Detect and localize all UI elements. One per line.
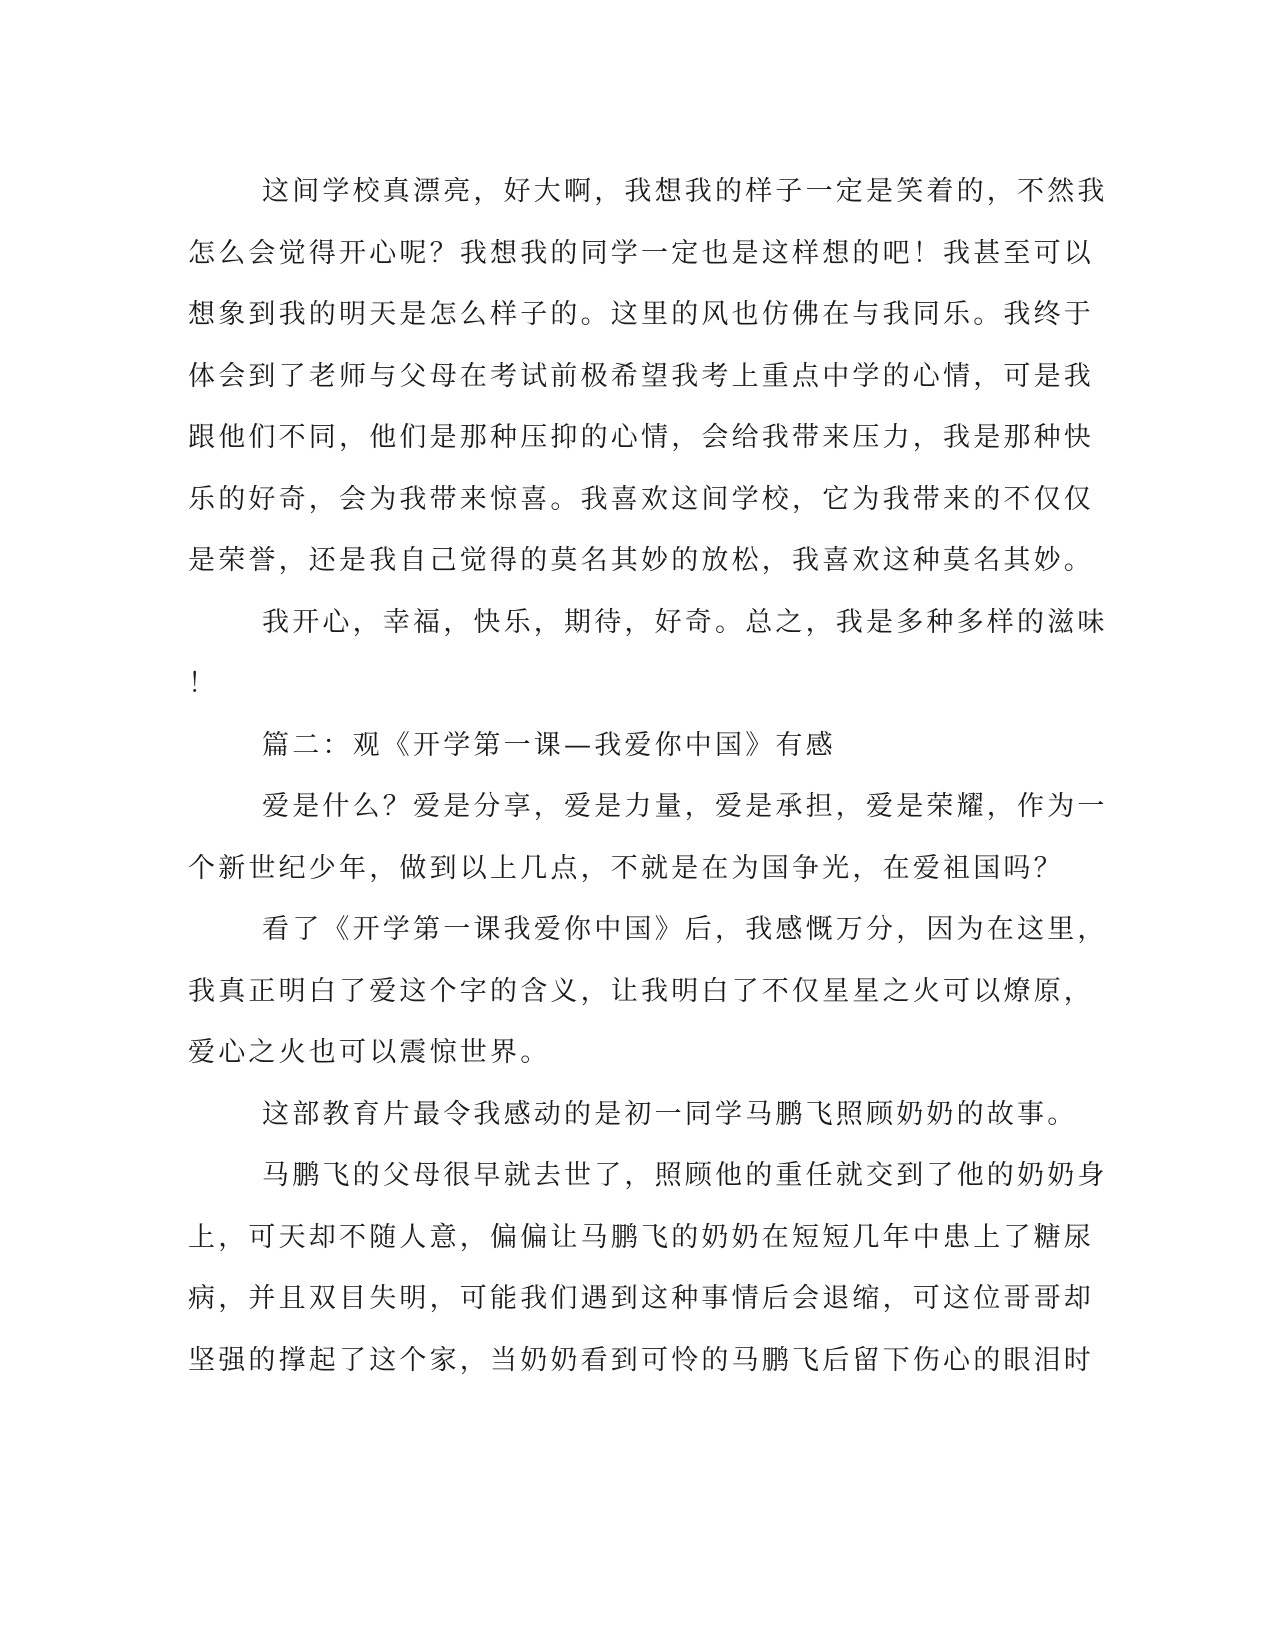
- text-line: 是荣誉，还是我自己觉得的莫名其妙的放松，我喜欢这种莫名其妙。: [188, 545, 1094, 576]
- text-line: 爱心之火也可以震惊世界。: [188, 1037, 551, 1068]
- text-line: ！: [188, 668, 219, 699]
- text-line: 我真正明白了爱这个字的含义，让我明白了不仅星星之火可以燎原，: [188, 975, 1094, 1007]
- text-line: 这间学校真漂亮，好大啊，我想我的样子一定是笑着的，不然我: [262, 176, 1108, 207]
- document-body: [188, 161, 1108, 1391]
- text-line: 坚强的撑起了这个家，当奶奶看到可怜的马鹏飞后留下伤心的眼泪时: [188, 1344, 1094, 1376]
- text-line: 怎么会觉得开心呢？我想我的同学一定也是这样想的吧！我甚至可以: [188, 237, 1094, 269]
- text-line: 乐的好奇，会为我带来惊喜。我喜欢这间学校，它为我带来的不仅仅: [188, 483, 1094, 515]
- text-line: 病，并且双目失明，可能我们遇到这种事情后会退缩，可这位哥哥却: [188, 1283, 1094, 1314]
- text-line: 体会到了老师与父母在考试前极希望我考上重点中学的心情，可是我: [188, 360, 1094, 392]
- section-heading: 篇二：观《开学第一课—我爱你中国》有感: [262, 729, 836, 761]
- text-line: 爱是什么？爱是分享，爱是力量，爱是承担，爱是荣耀，作为一: [262, 791, 1108, 822]
- text-line: 看了《开学第一课我爱你中国》后，我感慨万分，因为在这里，: [262, 914, 1108, 945]
- text-line: 想象到我的明天是怎么样子的。这里的风也仿佛在与我同乐。我终于: [188, 299, 1094, 330]
- text-line: 马鹏飞的父母很早就去世了，照顾他的重任就交到了他的奶奶身: [262, 1160, 1108, 1191]
- text-line: 跟他们不同，他们是那种压抑的心情，会给我带来压力，我是那种快: [188, 422, 1094, 453]
- text-line: 我开心，幸福，快乐，期待，好奇。总之，我是多种多样的滋味: [262, 606, 1108, 638]
- text-line: 这部教育片最令我感动的是初一同学马鹏飞照顾奶奶的故事。: [262, 1098, 1078, 1130]
- text-line: 个新世纪少年，做到以上几点，不就是在为国争光，在爱祖国吗？: [188, 852, 1064, 884]
- text-line: 上，可天却不随人意，偏偏让马鹏飞的奶奶在短短几年中患上了糖尿: [188, 1221, 1094, 1253]
